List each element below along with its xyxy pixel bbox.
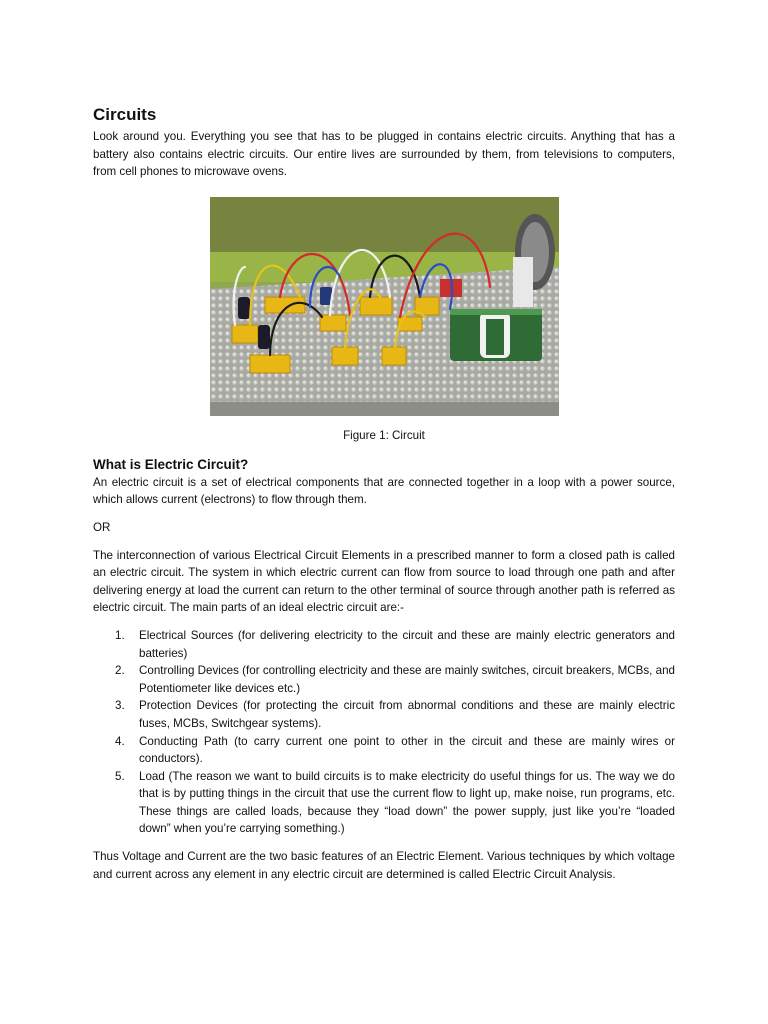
list-item: 3. Protection Devices (for protecting the circuit from abnormal conditions and these are mainly electric fuses, MCBs, Switchgear systems).	[115, 699, 675, 730]
circuit-photo	[210, 197, 559, 416]
conclusion-paragraph: Thus Voltage and Current are the two basic features of an Electric Element. Various techniques by which voltage and current across any element in any electric circuit are determined is called Electric Circuit Analysis.	[93, 850, 675, 881]
circuit-parts-list	[93, 627, 675, 838]
or-separator: OR	[93, 520, 111, 534]
list-item: 2. Controlling Devices (for controlling electricity and these are mainly switches, circuit breakers, MCBs, and Potentiometer like devices etc.)	[115, 664, 675, 695]
intro-paragraph: Look around you. Everything you see that has to be plugged in contains electric circuits. Anything that has a battery also contains electric circuits. Our entire lives are surrounded by them, from televisions to computers, from cell phones to microwave ovens.	[93, 130, 675, 179]
page-title: Circuits	[93, 105, 157, 124]
document-page	[93, 104, 675, 883]
definition-paragraph: An electric circuit is a set of electrical components that are connected together in a loop with a power source, which allows current (electrons) to flow through them.	[93, 475, 675, 507]
figure-caption: Figure 1: Circuit	[343, 428, 425, 442]
list-item: 5. Load (The reason we want to build circuits is to make electricity do useful things for us. The way we do that is by putting things in the circuit that use the current flow to light up, make noise, run programs, etc. These things are called loads, because they “load down” the power supply, just like you’re “loaded down” when you’re carrying something.)	[115, 769, 675, 836]
section-heading: What is Electric Circuit?	[93, 456, 249, 472]
list-item: 4. Conducting Path (to carry current one point to other in the circuit and these are mainly wires or conductors).	[115, 734, 675, 766]
interconnection-paragraph: The interconnection of various Electrical Circuit Elements in a prescribed manner to form a closed path is called an electric circuit. The system in which electric current can flow from source to load through one path and after delivering energy at load the current can return to the other terminal of source through another path is referred as electric circuit. The main parts of an ideal electric circuit are:-	[93, 548, 675, 615]
list-item: 1. Electrical Sources (for delivering electricity to the circuit and these are mainly electric generators and batteries)	[115, 628, 675, 660]
